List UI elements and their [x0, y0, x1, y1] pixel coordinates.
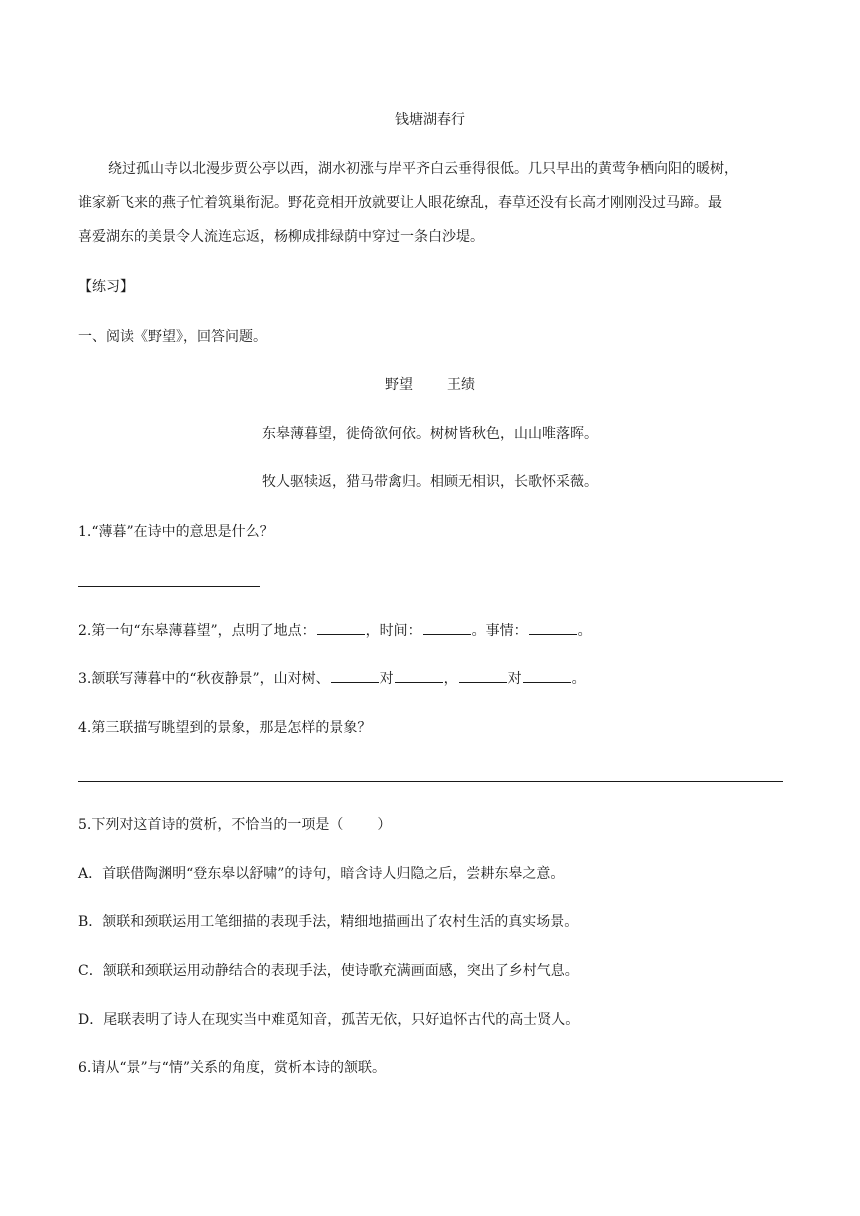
option-d: D．尾联表明了诗人在现实当中难觅知音，孤苦无依，只好追怀古代的高士贤人。 — [78, 1012, 580, 1028]
poem-header — [0, 375, 860, 395]
question-3: 3.颔联写薄暮中的“秋夜静景”，山对树、 对 ， 对 。 — [78, 668, 586, 689]
task-heading: 一、阅读《野望》，回答问题。 — [78, 329, 267, 345]
blank-place[interactable] — [317, 620, 365, 635]
option-a: A．首联借陶渊明“登东皋以舒啸”的诗句，暗含诗人归隐之后，尝耕东皋之意。 — [78, 866, 565, 882]
blank-3b[interactable] — [395, 668, 443, 683]
section-label: 【练习】 — [78, 279, 134, 295]
blank-3a[interactable] — [331, 668, 379, 683]
paragraph-line-1: 绕过孤山寺以北漫步贾公亭以西，湖水初涨与岸平齐白云垂得很低。几只早出的黄莺争栖向阳的暖树， — [108, 161, 738, 177]
answer-line-1[interactable] — [78, 586, 260, 587]
blank-time[interactable] — [423, 620, 471, 635]
question-6: 6.请从“景”与“情”关系的角度，赏析本诗的颔联。 — [78, 1060, 386, 1076]
poem-line-1: 东皋薄暮望，徙倚欲何依。树树皆秋色，山山唯落晖。 — [262, 426, 598, 442]
poem-line-2: 牧人驱犊返，猎马带禽归。相顾无相识，长歌怀采薇。 — [262, 474, 598, 490]
question-2: 2.第一句“东皋薄暮望”，点明了地点： ，时间： 。事情： 。 — [78, 620, 592, 641]
question-1: 1.“薄暮”在诗中的意思是什么？ — [78, 524, 274, 540]
poem-title: 野望 — [385, 377, 413, 393]
blank-event[interactable] — [529, 620, 577, 635]
blank-3d[interactable] — [523, 668, 571, 683]
option-b: B．颔联和颈联运用工笔细描的表现手法，精细地描画出了农村生活的真实场景。 — [78, 914, 579, 930]
paragraph-line-3: 喜爱湖东的美景令人流连忘返，杨柳成排绿荫中穿过一条白沙堤。 — [78, 229, 484, 245]
poem-author: 王绩 — [447, 377, 475, 393]
question-4: 4.第三联描写眺望到的景象，那是怎样的景象？ — [78, 720, 372, 736]
document-title: 钱塘湖春行 — [395, 112, 465, 128]
blank-3c[interactable] — [459, 668, 507, 683]
question-5: 5.下列对这首诗的赏析，不恰当的一项是（ ） — [78, 817, 392, 833]
answer-line-4[interactable] — [78, 781, 783, 782]
paragraph-line-2: 谁家新飞来的燕子忙着筑巢衔泥。野花竞相开放就要让人眼花缭乱，春草还没有长高才刚刚没过马蹄。最 — [78, 195, 722, 211]
option-c: C．颔联和颈联运用动静结合的表现手法，使诗歌充满画面感，突出了乡村气息。 — [78, 963, 579, 979]
